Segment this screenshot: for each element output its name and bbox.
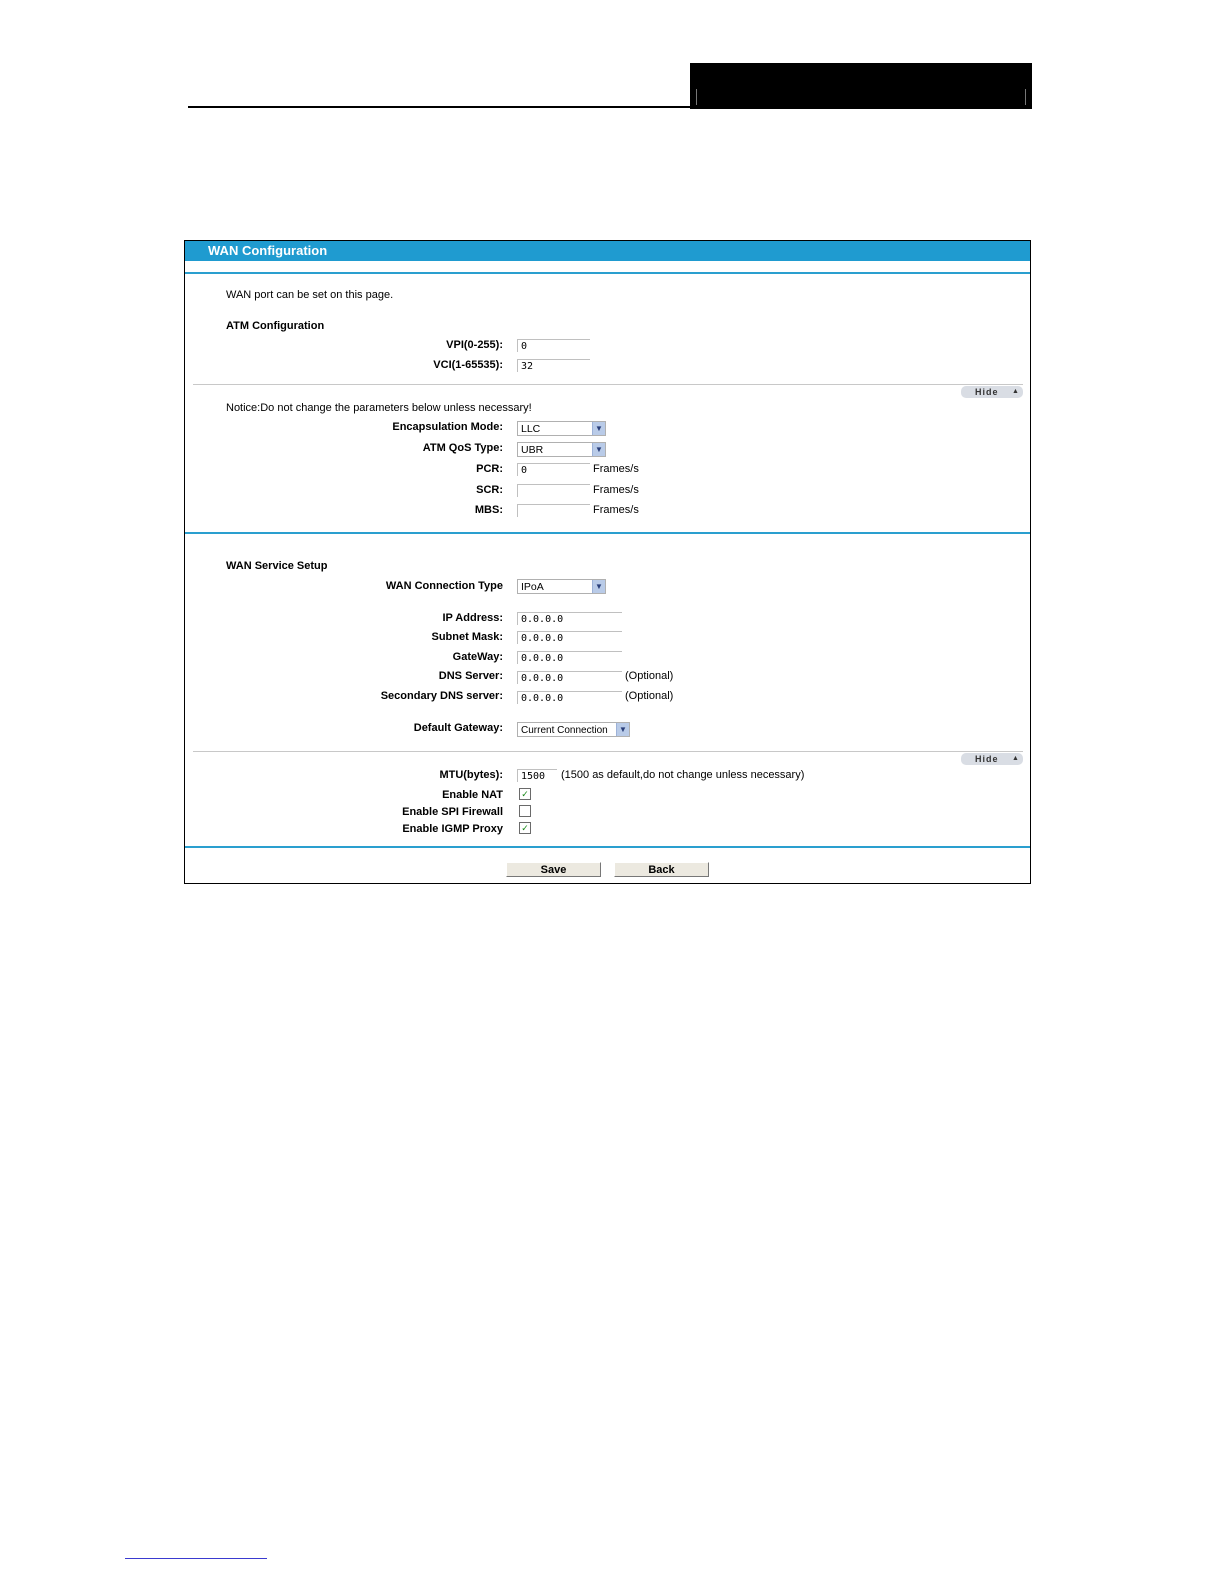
divider <box>193 384 1023 385</box>
qos-label: ATM QoS Type: <box>422 442 503 454</box>
nat-label: Enable NAT <box>442 789 503 801</box>
igmp-label: Enable IGMP Proxy <box>402 823 503 835</box>
header-tick-right <box>1025 89 1026 105</box>
dns-label: DNS Server: <box>438 670 503 682</box>
dns2-input[interactable]: 0.0.0.0 <box>517 691 622 704</box>
hide-label: Hide <box>975 754 999 764</box>
scr-label: SCR: <box>476 484 503 496</box>
save-button[interactable]: Save <box>506 862 601 877</box>
hide-options-button[interactable] <box>961 753 1023 765</box>
conn-type-value: IPoA <box>521 581 544 593</box>
header-tick-left <box>696 89 697 105</box>
scr-input[interactable] <box>517 484 590 497</box>
pcr-label: PCR: <box>476 463 503 475</box>
vci-input[interactable]: 32 <box>517 359 590 372</box>
dns2-label: Secondary DNS server: <box>380 690 503 702</box>
chevron-down-icon: ▼ <box>592 422 605 435</box>
back-button[interactable]: Back <box>614 862 709 877</box>
vpi-input[interactable]: 0 <box>517 339 590 352</box>
default-gw-value: Current Connection <box>521 725 608 736</box>
qos-value: UBR <box>521 444 544 456</box>
chevron-down-icon: ▼ <box>592 443 605 456</box>
check-icon: ✓ <box>521 823 529 833</box>
default-gw-label: Default Gateway: <box>413 722 503 734</box>
encap-select[interactable] <box>517 421 606 436</box>
mbs-label: MBS: <box>474 504 503 516</box>
mtu-label: MTU(bytes): <box>439 769 503 781</box>
nat-checkbox[interactable] <box>519 788 531 800</box>
panel-titlebar <box>185 241 1030 261</box>
intro-text: WAN port can be set on this page. <box>226 289 394 301</box>
gw-input[interactable]: 0.0.0.0 <box>517 651 622 664</box>
encap-label: Encapsulation Mode: <box>392 421 503 433</box>
divider <box>185 532 1030 534</box>
dns-input[interactable]: 0.0.0.0 <box>517 671 622 684</box>
mask-label: Subnet Mask: <box>431 631 503 643</box>
scr-unit: Frames/s <box>593 484 639 496</box>
chevron-down-icon: ▼ <box>592 580 605 593</box>
atm-heading: ATM Configuration <box>226 320 325 332</box>
notice-text: Notice:Do not change the parameters below unless necessary! <box>226 402 532 414</box>
mtu-input[interactable]: 1500 <box>517 769 557 782</box>
gw-label: GateWay: <box>452 651 503 663</box>
divider <box>193 751 1023 752</box>
igmp-checkbox[interactable] <box>519 822 531 834</box>
header-block <box>690 63 1032 109</box>
service-heading: WAN Service Setup <box>226 560 328 572</box>
conn-type-select[interactable] <box>517 579 606 594</box>
dns-optional: (Optional) <box>625 670 674 682</box>
caret-up-icon: ▲ <box>1012 388 1020 395</box>
mask-input[interactable]: 0.0.0.0 <box>517 631 622 644</box>
encap-value: LLC <box>521 423 541 435</box>
caret-up-icon: ▲ <box>1012 755 1020 762</box>
divider <box>185 846 1030 848</box>
ip-input[interactable]: 0.0.0.0 <box>517 612 622 625</box>
default-gw-select[interactable] <box>517 722 630 737</box>
mbs-unit: Frames/s <box>593 504 639 516</box>
mbs-input[interactable] <box>517 504 590 517</box>
panel-title: WAN Configuration <box>208 243 328 258</box>
vci-label: VCI(1-65535): <box>433 359 503 371</box>
divider <box>185 272 1030 274</box>
mtu-note: (1500 as default,do not change unless necessary) <box>561 769 805 781</box>
conn-type-label: WAN Connection Type <box>385 580 503 592</box>
pcr-unit: Frames/s <box>593 463 639 475</box>
dns2-optional: (Optional) <box>625 690 674 702</box>
wan-configuration-panel <box>184 240 1031 884</box>
hide-label: Hide <box>975 387 999 397</box>
check-icon: ✓ <box>521 789 529 799</box>
chevron-down-icon: ▼ <box>616 723 629 736</box>
hide-advanced-button[interactable] <box>961 386 1023 398</box>
vpi-label: VPI(0-255): <box>446 339 503 351</box>
pcr-input[interactable]: 0 <box>517 463 590 476</box>
footer-link-rule <box>125 1558 267 1559</box>
spi-label: Enable SPI Firewall <box>402 806 503 818</box>
header-rule <box>188 106 691 108</box>
ip-label: IP Address: <box>442 612 503 624</box>
qos-select[interactable] <box>517 442 606 457</box>
spi-checkbox[interactable] <box>519 805 531 817</box>
